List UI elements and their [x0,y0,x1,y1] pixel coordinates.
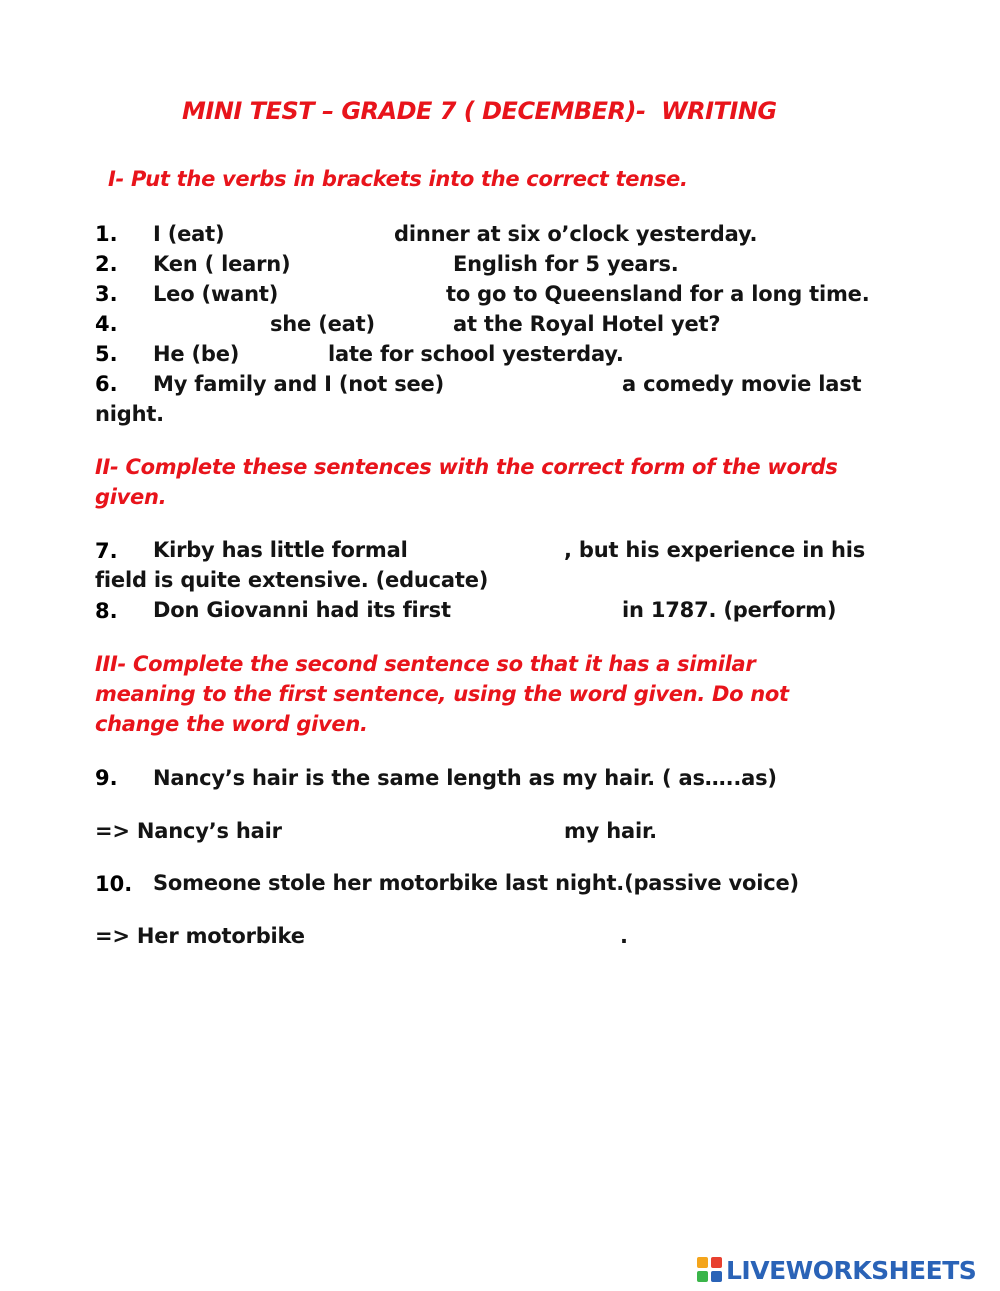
question-9-answer-end: my hair. [564,819,657,843]
question-3-continuation: to go to Queensland for a long time. [446,282,870,306]
question-4-number: 4. [95,312,118,336]
section-3-heading-line-2: meaning to the first sentence, using the word given. Do not [95,682,789,706]
question-1-continuation: dinner at six o’clock yesterday. [394,222,758,246]
logo-square-3 [697,1271,708,1282]
question-5-continuation: late for school yesterday. [328,342,624,366]
question-10-number: 10. [95,872,133,896]
liveworksheets-logo-icon [697,1257,723,1283]
question-8-prompt: Don Giovanni had its first [153,598,451,622]
question-7-continuation: , but his experience in his [564,538,866,562]
question-6-number: 6. [95,372,118,396]
liveworksheets-logo-text: LIVEWORKSHEETS [726,1255,977,1285]
liveworksheets-logo [697,1256,976,1284]
question-3-number: 3. [95,282,118,306]
question-6-prompt: My family and I (not see) [153,372,444,396]
question-3-prompt: Leo (want) [153,282,279,306]
question-9-answer-start: => Nancy’s hair [95,819,282,843]
question-6-wrap: night. [95,402,164,426]
question-2-number: 2. [95,252,118,276]
section-2-heading-line-2: given. [95,485,167,509]
question-6-continuation: a comedy movie last [622,372,862,396]
question-2-continuation: English for 5 years. [453,252,679,276]
logo-square-4 [711,1271,722,1282]
section-2-heading-line-1: II- Complete these sentences with the correct form of the words [95,455,838,479]
question-1-prompt: I (eat) [153,222,225,246]
logo-square-1 [697,1257,708,1268]
question-7-prompt: Kirby has little formal [153,538,408,562]
question-5-prompt: He (be) [153,342,240,366]
question-8-continuation: in 1787. (perform) [622,598,837,622]
page-title: MINI TEST – GRADE 7 ( DECEMBER)- WRITING [182,97,777,125]
question-1-number: 1. [95,222,118,246]
logo-square-2 [711,1257,722,1268]
section-3-heading-line-3: change the word given. [95,712,368,736]
section-1-heading: I- Put the verbs in brackets into the correct tense. [108,167,688,191]
question-4-prompt: she (eat) [270,312,375,336]
question-9-prompt: Nancy’s hair is the same length as my hair. ( as…..as) [153,766,777,790]
question-10-prompt: Someone stole her motorbike last night.(passive voice) [153,871,799,895]
question-10-answer-end: . [620,924,628,948]
section-3-heading-line-1: III- Complete the second sentence so that it has a similar [95,652,756,676]
question-2-prompt: Ken ( learn) [153,252,291,276]
question-7-wrap: field is quite extensive. (educate) [95,568,489,592]
question-8-number: 8. [95,599,118,623]
question-9-number: 9. [95,766,118,790]
question-4-continuation: at the Royal Hotel yet? [453,312,721,336]
question-10-answer-start: => Her motorbike [95,924,305,948]
question-7-number: 7. [95,539,118,563]
question-5-number: 5. [95,342,118,366]
